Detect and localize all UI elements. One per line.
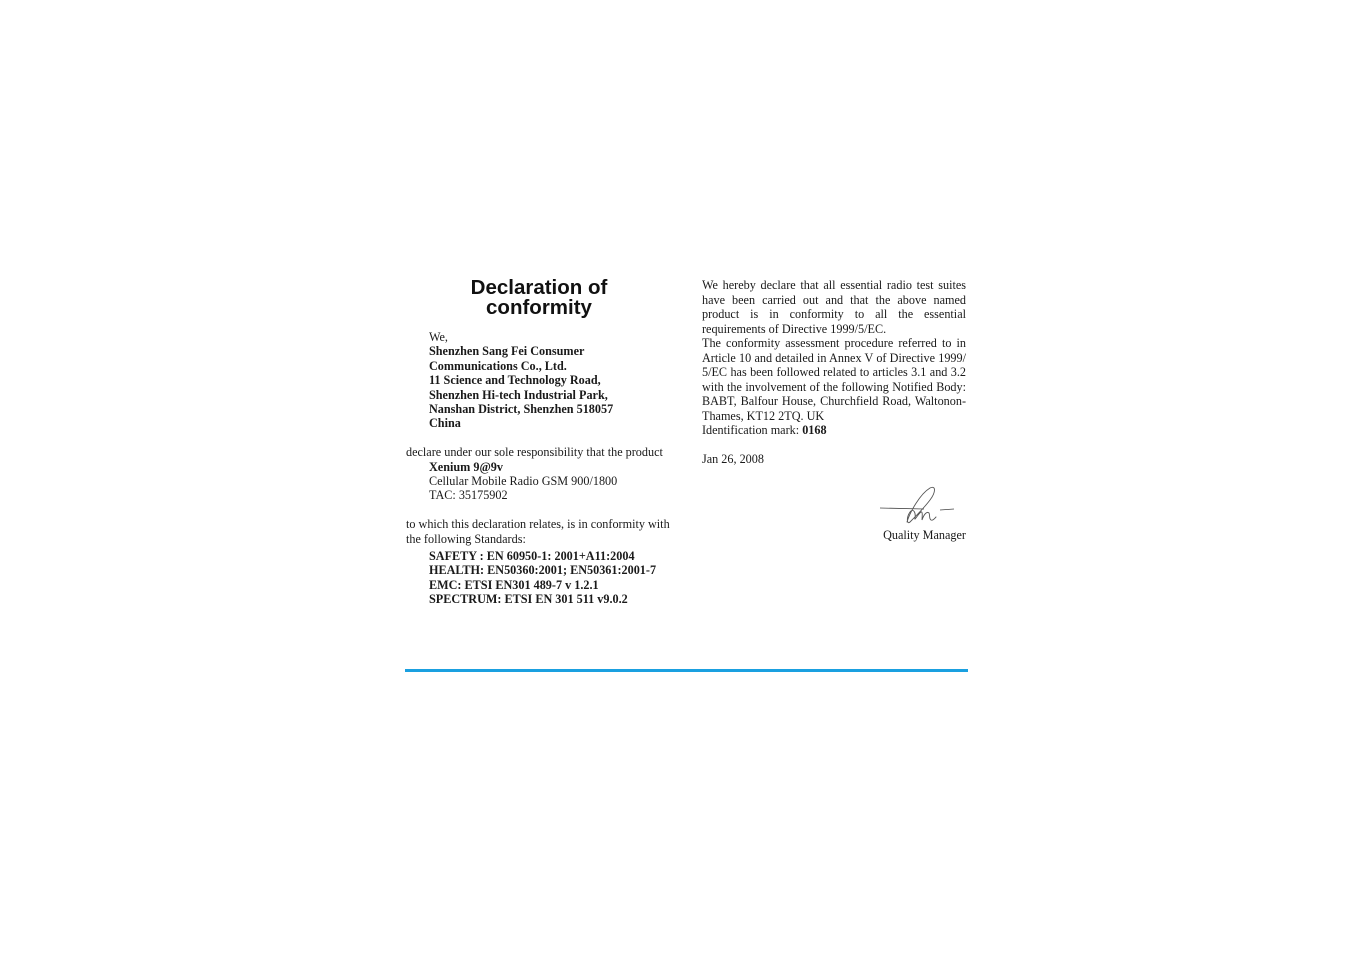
address-line: 11 Science and Technology Road, (429, 373, 601, 388)
product-block (406, 445, 676, 503)
paragraph-line: product is in conformity to all the essential (702, 307, 966, 321)
address-line: Shenzhen Sang Fei Consumer (429, 344, 585, 359)
paragraph-line: Thames, KT12 2TQ. UK (702, 408, 825, 423)
right-column (702, 278, 966, 466)
standard-item: SPECTRUM: ETSI EN 301 511 v9.0.2 (429, 592, 628, 607)
paragraph-line: BABT, Balfour House, Churchfield Road, Waltonon- (702, 394, 966, 408)
product-name: Xenium 9@9v (429, 459, 503, 474)
standards-list (406, 549, 676, 607)
bottom-divider (405, 669, 968, 672)
declaration-date: Jan 26, 2008 (702, 451, 764, 466)
relates-line-1: to which this declaration relates, is in conformity with (406, 517, 670, 532)
company-address (406, 344, 676, 430)
standard-item: HEALTH: EN50360:2001; EN50361:2001-7 (429, 563, 657, 578)
title-line-2: conformity (486, 296, 592, 319)
standard-item: SAFETY : EN 60950-1: 2001+A11:2004 (429, 549, 635, 564)
declaration-paragraph-2 (702, 336, 966, 438)
id-mark-value: 0168 (802, 423, 827, 437)
relates-line-2: the following Standards: (406, 531, 526, 546)
product-tac: TAC: 35175902 (429, 488, 508, 503)
address-line: Communications Co., Ltd. (429, 358, 567, 373)
relates-text (406, 517, 676, 546)
id-mark-label: Identification mark: (702, 423, 803, 437)
identification-mark (702, 423, 966, 438)
standard-item: EMC: ETSI EN301 489-7 v 1.2.1 (429, 577, 599, 592)
paragraph-line: We hereby declare that all essential radio test suites (702, 278, 966, 292)
paragraph-line: requirements of Directive 1999/5/EC. (702, 321, 887, 336)
address-line: Shenzhen Hi-tech Industrial Park, (429, 387, 608, 402)
left-column (406, 278, 676, 607)
paragraph-line: The conformity assessment procedure referred to in (702, 336, 966, 350)
paragraph-line: 5/EC has been followed related to articles 3.1 and 3.2 (702, 365, 966, 379)
paragraph-line: Article 10 and detailed in Annex V of Directive 1999/ (702, 350, 966, 365)
we-label: We, (429, 330, 448, 344)
address-line: China (429, 416, 461, 431)
declare-intro: declare under our sole responsibility that the product (406, 445, 663, 460)
product-description: Cellular Mobile Radio GSM 900/1800 (429, 474, 618, 489)
signature-icon (880, 482, 966, 530)
paragraph-line: have been carried out and that the above named (702, 292, 966, 307)
address-line: Nanshan District, Shenzhen 518057 (429, 402, 614, 417)
title-line-1: Declaration of (470, 276, 608, 299)
document-title (406, 278, 672, 318)
paragraph-line: with the involvement of the following Notified Body: (702, 379, 966, 394)
signatory-title: Quality Manager (883, 528, 966, 542)
declaration-paragraph-1 (702, 278, 966, 336)
